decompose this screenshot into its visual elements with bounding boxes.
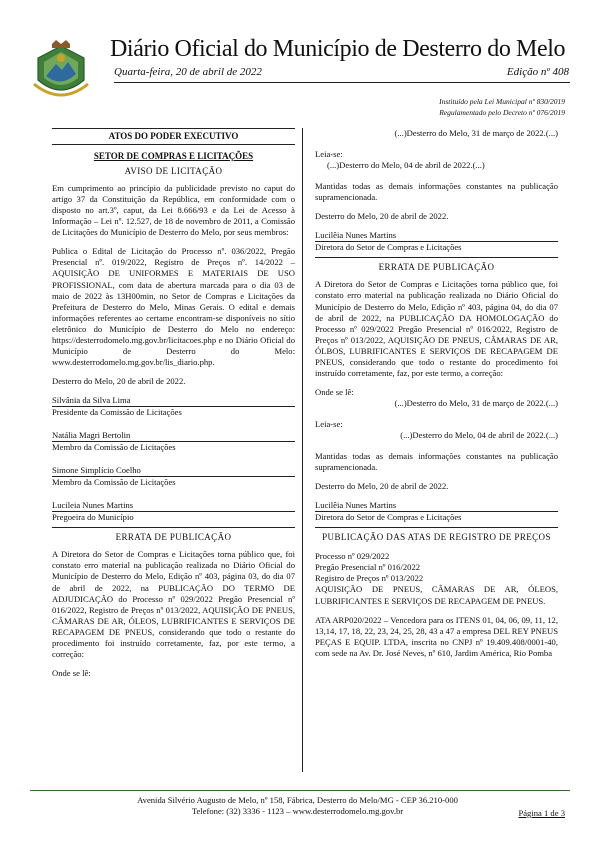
signer-role: Diretora do Setor de Compras e Licitações bbox=[315, 511, 558, 523]
original-text-quote: (...)Desterro do Melo, 31 de março de 2022.(...) bbox=[394, 397, 558, 408]
signer-role: Pregoeira do Município bbox=[52, 511, 295, 523]
mantidas-paragraph: Mantidas todas as demais informações constantes na publicação supramencionada. bbox=[315, 451, 558, 473]
signer-name: Lucilêia Nunes Martins bbox=[315, 500, 397, 511]
signer-name: Natália Magri Bertolin bbox=[52, 430, 131, 441]
signer-role: Presidente da Comissão de Licitações bbox=[52, 406, 295, 418]
header-rule bbox=[114, 82, 570, 83]
errata-date: Desterro do Melo, 20 de abril de 2022. bbox=[315, 211, 449, 222]
signer-role: Membro da Comissão de Licitações bbox=[52, 476, 295, 488]
ata-paragraph: ATA ARP020/2022 – Vencedora para os ITENS 01, 04, 06, 09, 11, 12, 13,14, 17, 18, 22, 23, 24, 25, 28, 43 a 47 a empresa DEL REY PNEUS PEÇAS E EQUIP. LTDA, inscrita no CNPJ nº 19.409.408/0001-40, com sede na Av. Dr. José Neves, nº 610, Jardim América, Rio Pomba bbox=[315, 614, 558, 658]
signature-block bbox=[315, 500, 558, 523]
errata-paragraph: A Diretora do Setor de Compras e Licitações torna público que, foi constato erro material na publicação realizada no Diário Oficial do Município de Desterro do Melo, Edição nº 403, página 03, do dia 07 de abril de 2022, na PUBLICAÇÃO DO TERMO DE ADJUDICAÇÃO do Processo nº 029/2022 Pregão Presencial nº 016/2022, Registro de Preços nº 013/2022, AQUISIÇÃO DE PNEUS, CÂMARAS DE AR, ÓLEOS, LUBRIFICANTES E SERVIÇOS DE RECAPAGEM DE PNEUS, considerando que todo o restante do procedimento foi instruído corretamente, faz, por este termo, a correção: bbox=[52, 549, 295, 659]
edition-number: Edição nº 408 bbox=[506, 66, 569, 78]
column-divider bbox=[302, 128, 303, 772]
leia-se: Leia-se: bbox=[315, 418, 343, 429]
signer-name: Lucilêia Nunes Martins bbox=[315, 230, 397, 241]
document-footer bbox=[0, 795, 595, 817]
issue-date: Quarta-feira, 20 de abril de 2022 bbox=[114, 66, 262, 78]
signer-name: Simone Simplício Coelho bbox=[52, 465, 141, 476]
signer-name: Lucileia Nunes Martins bbox=[52, 500, 134, 511]
footer-contact: Telefone: (32) 3336 - 1123 – www.desterrodomelo.mg.gov.br bbox=[191, 806, 404, 816]
left-column bbox=[52, 128, 295, 679]
institution-law: Instituído pela Lei Municipal nº 830/2019 bbox=[439, 97, 565, 106]
pregao-number: Pregão Presencial nº 016/2022 bbox=[315, 562, 421, 573]
signature-block bbox=[52, 395, 295, 418]
footer-rule bbox=[30, 790, 570, 791]
sector-heading: SETOR DE COMPRAS E LICITAÇÕES bbox=[93, 151, 254, 162]
signer-role: Diretora do Setor de Compras e Licitações bbox=[315, 241, 558, 253]
signature-block bbox=[52, 465, 295, 488]
atas-heading: PUBLICAÇÃO DAS ATAS DE REGISTRO DE PREÇOS bbox=[322, 532, 551, 543]
aviso-paragraph-2: Publica o Edital de Licitação do Processo nº. 036/2022, Pregão Presencial nº. 019/2022, Registro de Preços nº. 14/2022 – AQUISIÇÃO DE UNIFORMES E MATERIAIS DE USO PROFISSIONAL, com data de abertura marcada para o dia 03 de maio de 2022 às 13H00min, no Setor de Compras e Licitações da Prefeitura de Desterro do Melo, Minas Gerais. O edital e demais informações referentes ao certame encontram-se disponíveis no sítio eletrônico do Município de Desterro do Melo no endereço: https://desterrodomelo.mg.gov.br/licitacoes.php e no Diário Oficial do Município de Desterro do Melo: www.desterrodomelo.mg.gov.br/lis_diario.php. bbox=[52, 246, 295, 367]
footer-address: Avenida Silvério Augusto de Melo, nº 158, Fábrica, Desterro do Melo/MG - CEP 36.210-000 bbox=[137, 795, 458, 805]
process-number: Processo nº 029/2022 bbox=[315, 551, 390, 562]
document-header bbox=[30, 34, 570, 104]
section-banner: ATOS DO PODER EXECUTIVO bbox=[52, 128, 295, 145]
aviso-date: Desterro do Melo, 20 de abril de 2022. bbox=[52, 375, 186, 386]
gazette-title: Diário Oficial do Município de Desterro do Melo bbox=[110, 36, 566, 62]
errata-heading: ERRATA DE PUBLICAÇÃO bbox=[378, 262, 495, 273]
signature-block bbox=[315, 230, 558, 253]
aviso-heading: AVISO DE LICITAÇÃO bbox=[124, 166, 223, 177]
errata-date: Desterro do Melo, 20 de abril de 2022. bbox=[315, 481, 449, 492]
original-text-quote: (...)Desterro do Melo, 31 de março de 2022.(...) bbox=[394, 128, 558, 138]
section-rule bbox=[315, 257, 558, 258]
onde-se-le: Onde se lê: bbox=[52, 667, 91, 678]
signature-block bbox=[52, 430, 295, 453]
errata-paragraph: A Diretora do Setor de Compras e Licitações torna público que, foi constato erro material na publicação realizada no Diário Oficial do Município de Desterro do Melo, Edição nº 403, página 04, do dia 07 de abril de 2022, na PUBLICAÇÃO DA HOMOLOGAÇÃO do Processo nº 029/2022 Pregão Presencial nº 016/2022, Registro de Preços nº 013/2022, AQUISIÇÃO DE PNEUS, CÂMARAS DE AR, ÓLBOS, LUBRIFICANTES E SERVIÇOS DE RECAPAGEM DE PNEUS, considerando que todo o restante do procedimento foi instruído corretamente, faz, por este termo, a correção: bbox=[315, 279, 558, 378]
section-rule bbox=[315, 527, 558, 528]
corrected-text-quote: (...)Desterro do Melo, 04 de abril de 2022.(...) bbox=[327, 160, 485, 171]
page-number: Página 1 de 3 bbox=[518, 808, 565, 818]
section-rule bbox=[52, 527, 295, 528]
municipal-crest-icon bbox=[30, 40, 92, 102]
signature-block bbox=[52, 500, 295, 523]
signer-name: Silvânia da Silva Lima bbox=[52, 394, 131, 405]
institution-note bbox=[439, 96, 565, 118]
registro-number: Registro de Preços nº 013/2022 bbox=[315, 573, 424, 584]
object-description: AQUISIÇÃO DE PNEUS, CÂMARAS DE AR, ÓLEOS, LUBRIFICANTES E SERVIÇOS DE RECAPAGEM DE PNEUS. bbox=[315, 584, 558, 606]
mantidas-paragraph: Mantidas todas as demais informações constantes na publicação supramencionada. bbox=[315, 181, 558, 203]
leia-se: Leia-se: bbox=[315, 149, 343, 160]
aviso-paragraph-1: Em cumprimento ao princípio da publicidade previsto no caput do artigo 37 da Constituição da República, em conformidade com o disposto no art.3º, caput, da Lei 8.666/93 e da Lei de Acesso à Informação – Lei nº. 12.527, de 18 de novembro de 2011, a Comissão de Licitações do Município de Desterro do Melo, por seus membros: bbox=[52, 183, 295, 238]
institution-decree: Regulamentado pelo Decreto nº 076/2019 bbox=[439, 108, 565, 117]
onde-se-le: Onde se lê: bbox=[315, 386, 354, 397]
errata-heading: ERRATA DE PUBLICAÇÃO bbox=[115, 532, 232, 543]
signer-role: Membro da Comissão de Licitações bbox=[52, 441, 295, 453]
corrected-text-quote: (...)Desterro do Melo, 04 de abril de 2022.(...) bbox=[400, 429, 558, 440]
right-column bbox=[315, 128, 558, 667]
